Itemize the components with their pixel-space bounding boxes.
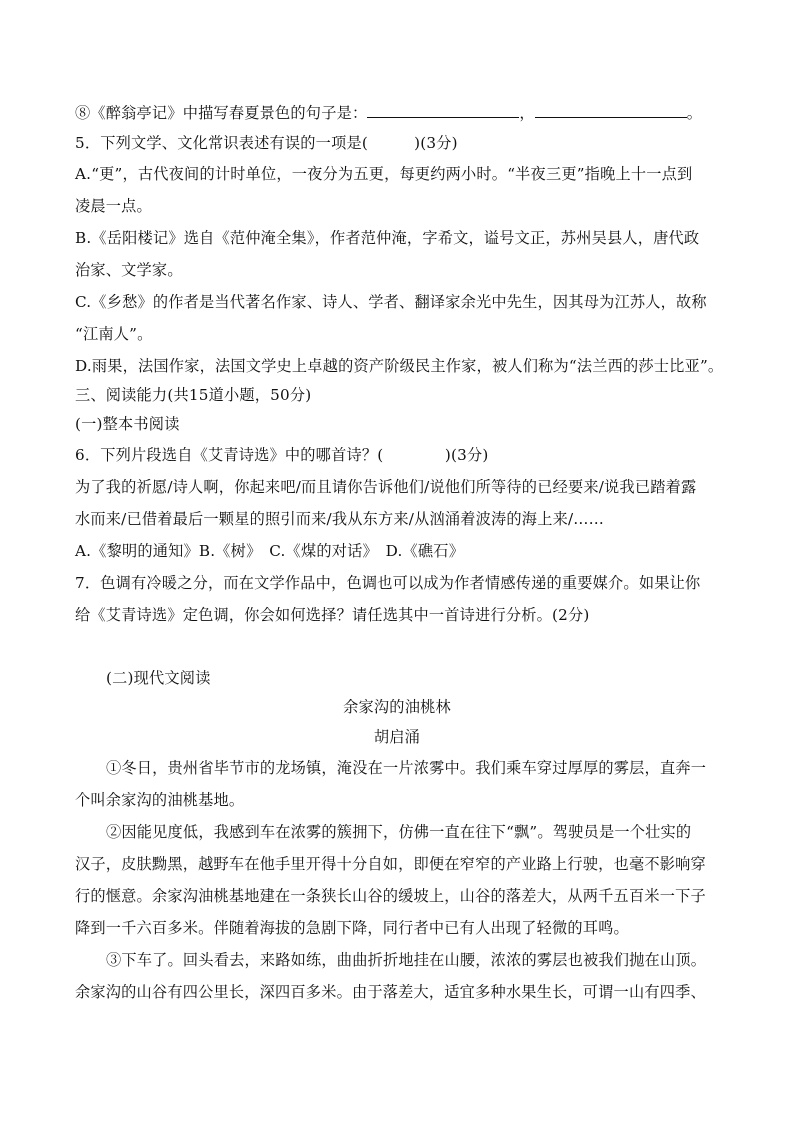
q6-stem: 6．下列片段选自《艾青诗选》中的哪首诗？( )(3分) [75,446,489,464]
q8-text: ⑧《醉翁亭记》中描写春夏景色的句子是： [75,104,368,122]
q5-option-a-line1: A.“更”，古代夜间的计时单位，一夜分为五更，每更约两小时。“半夜三更”指晚上十一点到 [75,165,693,183]
q5-option-d: D.雨果，法国作家，法国文学史上卓越的资产阶级民主作家，被人们称为“法兰西的莎士比亚”。 [75,357,724,375]
q6-options: A.《黎明的通知》B.《树》 C.《煤的对话》 D.《礁石》 [75,542,465,560]
para2-line4: 降到一千六百多米。伴随着海拔的急剧下降，同行者中已有人出现了轻微的耳鸣。 [75,919,629,937]
q7-line1: 7．色调有冷暖之分，而在文学作品中，色调也可以成为作者情感传递的重要媒介。如果让你 [75,574,701,592]
section3-title: 三、阅读能力(共15道小题，50分) [75,386,312,404]
para2-line3: 行的惬意。余家沟油桃基地建在一条狭长山谷的缓坡上，山谷的落差大，从两千五百米一下子 [75,887,706,905]
para2-line2: 汉子，皮肤黝黑，越野车在他手里开得十分自如，即便在窄窄的产业路上行驶，也毫不影响穿 [75,855,706,873]
q8-comma: ， [519,104,535,122]
q5-option-c-line1: C.《乡愁》的作者是当代著名作家、诗人、学者、翻译家余光中先生，因其母为江苏人，故称 [75,293,707,311]
q5-option-a-line2: 凌晨一点。 [75,197,152,215]
q6-poem-line2: 水而来/已借着最后一颗星的照引而来/我从东方来/从汹涌着波涛的海上来/…… [75,510,605,528]
para3-line1: ③下车了。回头看去，来路如练，曲曲折折地挂在山腰，浓浓的雾层也被我们抛在山顶。 [106,951,707,969]
q6-poem-line1: 为了我的祈愿/诗人啊，你起来吧/而且请你告诉他们/说他们所等待的已经要来/说我已踏着露 [75,478,697,496]
section-modern-sub2: (二)现代文阅读 [106,669,211,687]
para1-line1: ①冬日，贵州省毕节市的龙场镇，淹没在一片浓雾中。我们乘车穿过厚厚的雾层，直奔一 [106,759,707,777]
q5-option-b-line2: 治家、文学家。 [75,261,183,279]
para1-line2: 个叫余家沟的油桃基地。 [75,791,245,809]
q5-option-c-line2: “江南人”。 [75,325,153,343]
q8-blank-2[interactable] [535,103,687,118]
article-author: 胡启涌 [373,728,421,746]
q8-period: 。 [686,104,703,122]
article-title: 余家沟的油桃林 [343,698,451,716]
q5-option-b-line1: B.《岳阳楼记》选自《范仲淹全集》，作者范仲淹，字希文，谥号文正，苏州吴县人，唐代政 [75,229,700,247]
q7-line2: 给《艾青诗选》定色调，你会如何选择？请任选其中一首诗进行分析。(2分) [75,606,590,624]
section3-sub1: (一)整本书阅读 [75,415,180,433]
para2-line1: ②因能见度低，我感到车在浓雾的簇拥下，仿佛一直在往下“飘”。驾驶员是一个壮实的 [106,823,692,841]
q8-line [75,103,723,123]
para3-line2: 余家沟的山谷有四公里长，深四百多米。由于落差大，适宜多种水果生长，可谓一山有四季、 [75,983,706,1001]
q5-stem: 5．下列文学、文化常识表述有误的一项是( )(3分) [75,134,458,152]
q8-blank-1[interactable] [367,103,519,118]
